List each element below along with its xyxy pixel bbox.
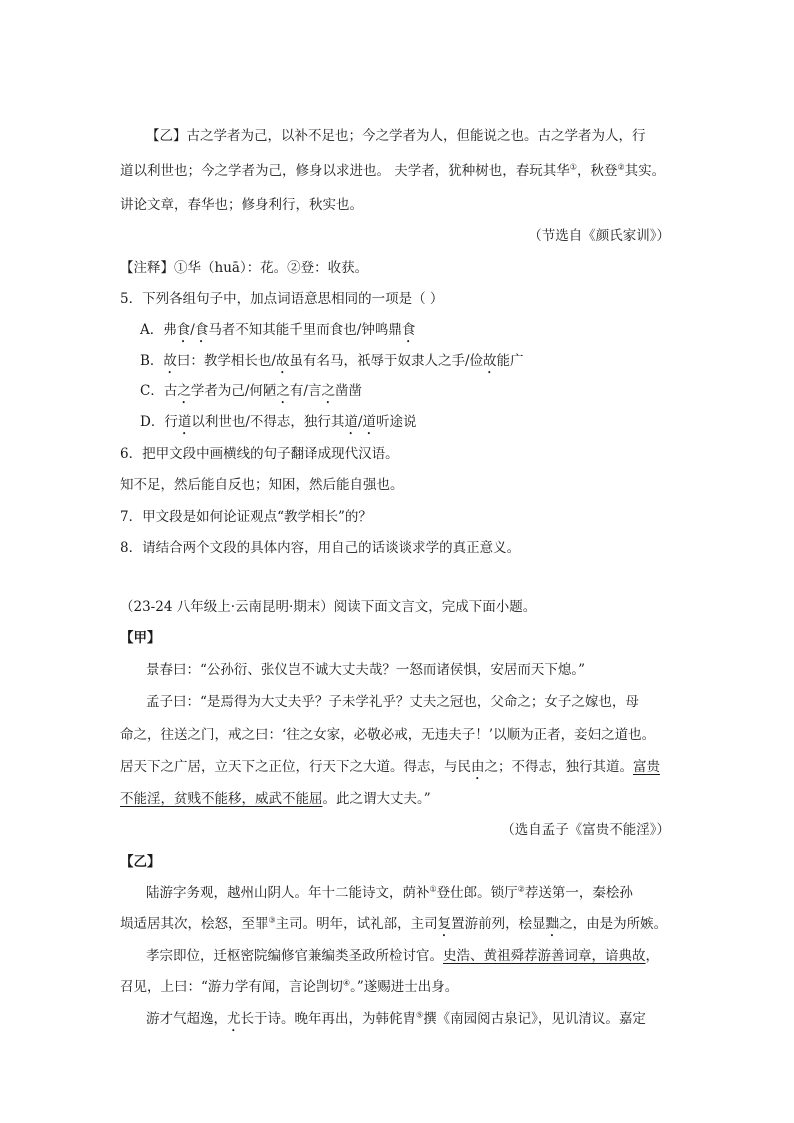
question-8-stem: 8．请结合两个文段的具体内容，用自己的话谈谈求学的真正意义。 (120, 540, 521, 556)
jia-source: （选自孟子《富贵不能淫》） (501, 822, 670, 838)
yi-passage-line-3: 讲论文章，春华也；修身利行，秋实也。 (120, 197, 363, 213)
yi-line-3: 孝宗即位，迁枢密院编修官兼编类圣政所检讨官。史浩、黄祖舜荐游善词章，谙典故， (146, 948, 659, 964)
q5-option-c: C．古之学者为己/何陋之有/言之凿凿 (140, 383, 362, 399)
jia-line-1: 景春曰：“公孙衍、张仪岂不诚大丈夫哉？一怒而诸侯惧，安居而天下熄。” (146, 662, 586, 678)
jia-line-3: 命之，往送之门，戒之曰：‘往之女家，必敬必戒，无违夫子！’以顺为正者，妾妇之道也。 (120, 727, 656, 743)
jia-line-2: 孟子曰：“是焉得为大丈夫乎？子未学礼乎？丈夫之冠也，父命之；女子之嫁也，母 (146, 694, 639, 710)
section-intro: （23-24 八年级上·云南昆明·期末）阅读下面文言文，完成下面小题。 (120, 599, 537, 615)
q5-option-d: D．行道以利世也/不得志，独行其道/道听途说 (140, 414, 417, 430)
question-7-stem: 7．甲文段是如何论证观点“教学相长”的？ (120, 509, 372, 525)
yi-line-5: 游才气超逸，尤长于诗。晚年再出，为韩侂胄⑤撰《南园阅古泉记》，见讥清议。嘉定 (146, 1010, 646, 1027)
yi-passage-line-1: 【乙】古之学者为己，以补不足也；今之学者为人，但能说之也。古之学者为人，行 (146, 128, 646, 144)
q5-option-b: B．故曰：教学相长也/故虽有名马，祇辱于奴隶人之手/俭故能广 (140, 353, 524, 369)
q5-option-a: A．弗食/食马者不知其能千里而食也/钟鸣鼎食 (140, 322, 416, 338)
jia-line-5: 不能淫，贫贱不能移，威武不能屈。此之谓大丈夫。” (120, 791, 431, 807)
yi-label: 【乙】 (120, 854, 161, 870)
yi-passage-line-2: 道以利世也；今之学者为己，修身以求进也。 夫学者，犹种树也，春玩其华①，秋登②其实。 (120, 162, 666, 179)
question-6-stem: 6．把甲文段中画横线的句子翻译成现代汉语。 (120, 446, 399, 462)
question-6-sentence: 知不足，然后能自反也；知困，然后能自强也。 (120, 477, 404, 493)
yi-line-2: 埙适居其次，桧怒，至罪③主司。明年，试礼部，主司复置游前列，桧显黜之，由是为所嫉。 (120, 915, 668, 932)
jia-label: 【甲】 (120, 630, 161, 646)
annotation-note: 【注释】①华（huā）：花。②登：收获。 (120, 260, 369, 276)
question-5-stem: 5．下列各组句子中，加点词语意思相同的一项是（ ） (120, 291, 444, 307)
jia-line-4: 居天下之广居，立天下之正位，行天下之大道。得志，与民由之；不得志，独行其道。富贵 (120, 759, 660, 775)
yi-line-4: 召见，上曰：“游力学有闻，言论剀切④。”遂赐进士出身。 (120, 978, 459, 995)
yi-source: （节选自《颜氏家训》） (528, 228, 670, 244)
yi-line-1: 陆游字务观，越州山阴人。年十二能诗文，荫补①登仕郎。锁厅②荐送第一，秦桧孙 (146, 884, 633, 901)
